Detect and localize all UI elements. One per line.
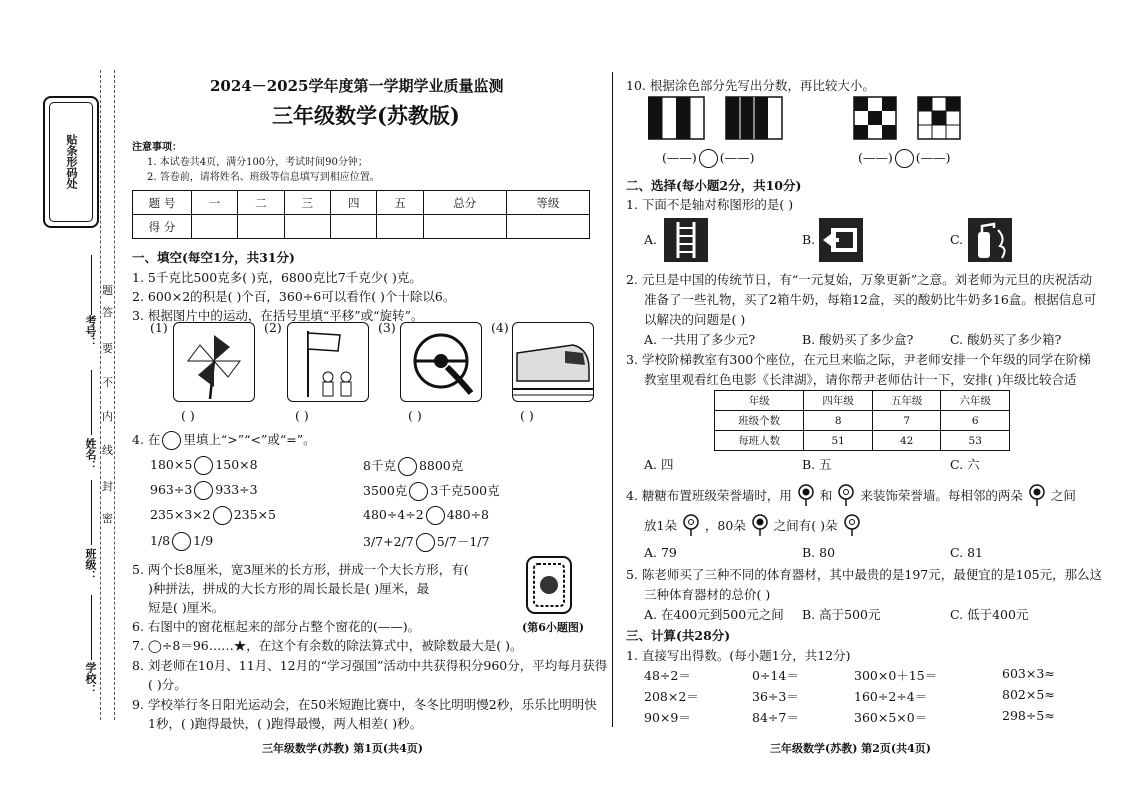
pinwheel-icon <box>174 323 254 401</box>
score-cell[interactable] <box>506 215 589 239</box>
question-10: 10. 根据涂色部分先写出分数，再比较大小。 <box>626 78 875 93</box>
compare-left: 3/7+2/7 <box>363 534 414 549</box>
name-line <box>91 370 92 435</box>
class-table-header-cell: 四年级 <box>804 391 873 411</box>
ladder-icon <box>664 218 708 265</box>
seal-char-8: 密 <box>102 512 113 525</box>
choice-2-line-3: 以解决的问题是( ) <box>644 312 746 327</box>
choice-4-text: 4. 糖糖布置班级荣誉墙时，用 <box>626 488 792 503</box>
question-4 <box>132 430 316 450</box>
window-flower-picture <box>526 556 572 614</box>
class-table-cell: 6 <box>941 411 1010 431</box>
score-cell[interactable] <box>192 215 238 239</box>
q3-blank-1[interactable]: ( ) <box>181 408 195 423</box>
score-table <box>132 190 590 239</box>
choice-1-opt-b[interactable]: B. <box>802 232 816 247</box>
score-row-label: 得 分 <box>133 215 192 239</box>
choice-5-opt-a[interactable]: A. 在400元到500元之间 <box>644 607 784 622</box>
seal-char-7: 封 <box>102 480 113 493</box>
class-table-header-cell: 六年级 <box>941 391 1010 411</box>
question-5-line-1: 5. 两个长8厘米，宽3厘米的长方形，拼成一个大长方形，有( <box>132 562 469 577</box>
q3-num-3: (3) <box>378 320 396 335</box>
class-line <box>91 480 92 545</box>
seal-char-4: 不 <box>102 376 113 389</box>
question-8-line-1: 8. 刘老师在10月、11月、12月的“学习强国”活动中共获得积分960分，平均每月获得 <box>132 658 608 673</box>
fraction-compare-2 <box>858 149 951 168</box>
compare-circle-icon <box>162 431 181 450</box>
choice-5-line-2: 三种体育器材的总价( ) <box>644 587 771 602</box>
fraction-grid-2 <box>918 97 960 139</box>
school-line <box>91 595 92 660</box>
choice-4-text: 放1朵 <box>644 518 677 533</box>
score-header: 等级 <box>506 191 589 215</box>
compare-left: 480÷4÷2 <box>363 507 424 522</box>
fraction-blank[interactable]: (——) <box>858 150 893 165</box>
flower-light-icon <box>836 484 856 509</box>
score-header: 五 <box>377 191 423 215</box>
question-4-lead: 4. 在 <box>132 432 161 447</box>
score-header: 三 <box>284 191 330 215</box>
calc-item: 603×3≈ <box>1002 666 1055 681</box>
class-table-cell: 8 <box>804 411 873 431</box>
class-table <box>714 390 1010 451</box>
exam-no-line <box>91 255 92 315</box>
fraction-rect-2 <box>726 97 782 139</box>
steering-picture <box>400 322 482 402</box>
class-table-header-cell: 年级 <box>715 391 804 411</box>
barcode-box <box>43 96 99 228</box>
question-8-line-2: ( )分。 <box>148 677 187 692</box>
fraction-compare-1 <box>662 149 755 168</box>
choice-2-opt-a[interactable]: A. 一共用了多少元? <box>644 332 756 347</box>
page-footer-2: 三年级数学(苏教) 第2页(共4页) <box>770 742 931 755</box>
fraction-rect-1 <box>648 97 704 139</box>
compare-right: 3千克500克 <box>430 483 500 498</box>
score-header: 题 号 <box>133 191 192 215</box>
question-6-caption: (第6小题图) <box>522 621 585 634</box>
choice-4-text: ，80朵 <box>704 518 746 533</box>
question-9-line-2: 1秒，( )跑得最快，( )跑得最慢，两人相差( )秒。 <box>148 716 423 731</box>
question-7: 7. ◯÷8＝96……★，在这个有余数的除法算式中，被除数最大是( )。 <box>132 638 523 653</box>
compare-circle[interactable] <box>194 456 213 475</box>
choice-2-opt-b[interactable]: B. 酸奶买了多少盒? <box>802 332 914 347</box>
exit-door-icon <box>819 218 863 265</box>
choice-4-text: 之间 <box>1050 488 1076 503</box>
class-table-cell: 每班人数 <box>715 431 804 451</box>
flag-picture <box>287 322 369 402</box>
q3-num-2: (2) <box>264 320 282 335</box>
section-2-title: 二、选择(每小题2分，共10分) <box>626 178 802 193</box>
compare-right: 235×5 <box>233 507 277 522</box>
compare-row-1 <box>150 456 258 475</box>
compare-circle[interactable] <box>172 532 191 551</box>
compare-circle[interactable] <box>895 149 914 168</box>
pinwheel-picture <box>173 322 255 402</box>
barcode-label: 贴条形码处 <box>65 134 78 189</box>
choice-2-line-2: 准备了一些礼物，买了2箱牛奶，每箱12盒，买的酸奶比牛奶多16盒。根据信息可 <box>644 292 1097 307</box>
compare-row-4b <box>363 532 489 552</box>
choice-4-opt-c[interactable]: C. 81 <box>950 545 983 560</box>
choice-3-opt-b[interactable]: B. 五 <box>802 457 832 472</box>
compare-circle[interactable] <box>699 149 718 168</box>
compare-circle[interactable] <box>426 506 445 525</box>
score-cell[interactable] <box>377 215 423 239</box>
calc-item: 300×0＋15＝ <box>854 668 938 683</box>
question-4-tail: 里填上“>”“<”或“=”。 <box>183 432 316 447</box>
compare-right: 150×8 <box>215 457 258 472</box>
compare-left: 963÷3 <box>150 482 193 497</box>
compare-right: 5/7－1/7 <box>436 534 490 549</box>
seal-char-6: 线 <box>102 444 113 457</box>
flower-dark-icon <box>796 484 816 509</box>
score-cell[interactable] <box>284 215 330 239</box>
compare-left: 8千克 <box>363 458 396 473</box>
seal-line-2 <box>114 70 115 720</box>
q3-num-1: (1) <box>150 320 168 335</box>
compare-row-1b <box>363 456 463 476</box>
choice-1: 1. 下面不是轴对称图形的是( ) <box>626 197 794 212</box>
q3-blank-2[interactable]: ( ) <box>295 408 309 423</box>
calc-item: 84÷7＝ <box>752 710 799 725</box>
choice-5-opt-b[interactable]: B. 高于500元 <box>802 607 881 622</box>
score-cell[interactable] <box>423 215 506 239</box>
class-table-cell: 53 <box>941 431 1010 451</box>
seal-char-2: 答 <box>102 306 113 319</box>
calc-item: 0÷14＝ <box>752 668 799 683</box>
question-5-line-3: 短是( )厘米。 <box>148 600 225 615</box>
seal-char-1: 题 <box>102 284 113 297</box>
subject-title: 三年级数学(苏教版) <box>272 103 460 128</box>
question-1: 1. 5千克比500克多( )克，6800克比7千克少( )克。 <box>132 270 422 285</box>
choice-5-line-1: 5. 陈老师买了三种不同的体育器材，其中最贵的是197元，最便宜的是105元，那么这 <box>626 567 1103 582</box>
calc-item: 90×9＝ <box>644 710 691 725</box>
school-label: 学校： <box>84 662 97 695</box>
q3-blank-3[interactable]: ( ) <box>408 408 422 423</box>
compare-right: 933÷3 <box>215 482 258 497</box>
fraction-blank[interactable]: (——) <box>662 150 697 165</box>
choice-3-opt-c[interactable]: C. 六 <box>950 457 980 472</box>
calc-item: 208×2＝ <box>644 689 699 704</box>
compare-row-3 <box>150 506 276 525</box>
choice-3-opt-a[interactable]: A. 四 <box>644 457 674 472</box>
compare-row-2 <box>150 481 258 500</box>
notice-item-1: 1. 本试卷共4页，满分100分，考试时间90分钟； <box>147 157 368 168</box>
compare-row-4 <box>150 532 213 551</box>
choice-4-opt-b[interactable]: B. 80 <box>802 545 836 560</box>
compare-left: 1/8 <box>150 533 171 548</box>
calc-item: 360×5×0＝ <box>854 710 928 725</box>
choice-4-opt-a[interactable]: A. 79 <box>644 545 677 560</box>
section-3-title: 三、计算(共28分) <box>626 628 731 643</box>
choice-2-line-1: 2. 元旦是中国的传统节日，有“一元复始，万象更新”之意。刘老师为元旦的庆祝活动 <box>626 272 1093 287</box>
class-table-cell: 7 <box>872 411 941 431</box>
seal-char-3: 要 <box>102 342 113 355</box>
calc-item: 36÷3＝ <box>752 689 799 704</box>
compare-circle[interactable] <box>213 506 232 525</box>
compare-left: 235×3×2 <box>150 507 211 522</box>
train-icon <box>513 323 593 401</box>
flag-raising-icon <box>288 323 368 401</box>
notice-title: 注意事项： <box>132 142 182 153</box>
class-table-cell: 51 <box>804 431 873 451</box>
q3-blank-4[interactable]: ( ) <box>520 408 534 423</box>
score-row <box>133 215 590 239</box>
question-2: 2. 600×2的积是( )个百，360÷6可以看作( )个十除以6。 <box>132 289 456 304</box>
score-header-row <box>133 191 590 215</box>
score-cell[interactable] <box>238 215 284 239</box>
class-table-row <box>715 431 1010 451</box>
compare-circle[interactable] <box>409 482 428 501</box>
fraction-blank[interactable]: (——) <box>915 150 951 165</box>
q3-num-4: (4) <box>491 320 509 335</box>
choice-4-text: 来装饰荣誉墙。每相邻的两朵 <box>860 488 1023 503</box>
class-table-cell: 班级个数 <box>715 411 804 431</box>
compare-circle[interactable] <box>194 481 213 500</box>
compare-right: 8800克 <box>418 458 464 473</box>
flower-light-icon <box>681 514 701 539</box>
flower-light-icon <box>842 514 862 539</box>
choice-3-line-1: 3. 学校阶梯教室有300个座位，在元旦来临之际，尹老师安排一个年级的同学在阶梯 <box>626 352 1091 367</box>
choice-3-line-2: 教室里观看红色电影《长津湖》，请你帮尹老师估计一下，安排( )年级比较合适 <box>644 372 1077 387</box>
year-title: 2024－2025学年度第一学期学业质量监测 <box>210 77 504 95</box>
choice-4-line-1 <box>626 484 1076 509</box>
window-flower-icon <box>526 556 572 614</box>
choice-1-opt-a[interactable]: A. <box>644 232 658 247</box>
question-6: 6. 右图中的窗花框起来的部分占整个窗花的(——)。 <box>132 619 421 634</box>
notice-item-2: 2. 答卷前，请将姓名、班级等信息填写到相应位置。 <box>147 172 380 183</box>
page-divider <box>612 72 613 727</box>
page-footer-1: 三年级数学(苏教) 第1页(共4页) <box>262 742 423 755</box>
class-table-row <box>715 411 1010 431</box>
compare-row-2b <box>363 481 500 501</box>
compare-row-3b <box>363 506 489 525</box>
compare-circle[interactable] <box>416 533 435 552</box>
class-table-header-cell: 五年级 <box>872 391 941 411</box>
flower-dark-icon <box>1027 484 1047 509</box>
train-picture <box>512 322 594 402</box>
choice-4-text: 之间有( )朵 <box>773 518 838 533</box>
flower-dark-icon <box>750 514 770 539</box>
seal-char-5: 内 <box>102 410 113 423</box>
fire-extinguisher-icon <box>968 218 1012 265</box>
seal-line <box>100 70 101 720</box>
choice-2-opt-c[interactable]: C. 酸奶买了多少箱? <box>950 332 1062 347</box>
name-label: 姓名： <box>84 438 97 471</box>
calc-item: 802×5≈ <box>1002 687 1055 702</box>
class-table-cell: 42 <box>872 431 941 451</box>
question-5-line-2: )种拼法，拼成的大长方形的周长最长是( )厘米，最 <box>148 581 430 596</box>
question-9-line-1: 9. 学校举行冬日阳光运动会，在50米短跑比赛中，冬冬比明明慢2秒，乐乐比明明快 <box>132 697 597 712</box>
calc-intro: 1. 直接写出得数。(每小题1分，共12分) <box>626 648 851 663</box>
choice-5-opt-c[interactable]: C. 低于400元 <box>950 607 1029 622</box>
calc-item: 298÷5≈ <box>1002 708 1055 723</box>
class-label: 班级： <box>84 548 97 581</box>
compare-right: 480÷8 <box>446 507 490 522</box>
compare-circle[interactable] <box>398 457 417 476</box>
calc-item: 160÷2÷4＝ <box>854 689 928 704</box>
section-1-title: 一、填空(每空1分，共31分) <box>132 250 295 265</box>
fraction-pictures <box>648 96 978 141</box>
fraction-shading-icon <box>648 96 978 141</box>
choice-4-line-2 <box>644 514 862 539</box>
compare-left: 180×5 <box>150 457 193 472</box>
question-3: 3. 根据图片中的运动，在括号里填“平移”或“旋转”。 <box>132 308 424 323</box>
calc-item: 48÷2＝ <box>644 668 691 683</box>
exam-no-label: 考号： <box>84 315 97 348</box>
choice-4-text: 和 <box>819 488 833 503</box>
class-table-header <box>715 391 1010 411</box>
choice-1-opt-c[interactable]: C. <box>950 232 964 247</box>
score-header: 总分 <box>423 191 506 215</box>
steering-wheel-icon <box>401 323 481 401</box>
fraction-grid-1 <box>854 97 896 139</box>
score-header: 二 <box>238 191 284 215</box>
compare-left: 3500克 <box>363 483 408 498</box>
score-header: 四 <box>331 191 377 215</box>
score-cell[interactable] <box>331 215 377 239</box>
compare-right: 1/9 <box>193 533 214 548</box>
fraction-blank[interactable]: (——) <box>719 150 755 165</box>
score-header: 一 <box>192 191 238 215</box>
